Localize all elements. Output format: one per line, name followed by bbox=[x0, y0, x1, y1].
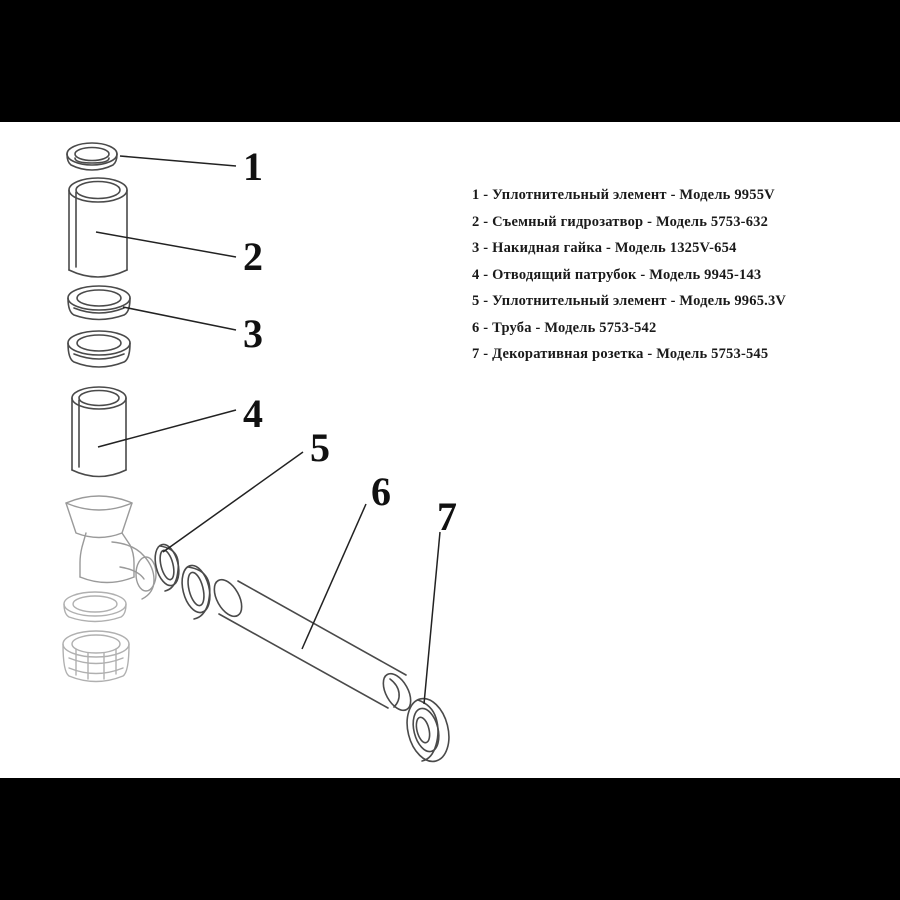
legend-item-3: 3 - Накидная гайка - Модель 1325V-654 bbox=[472, 240, 737, 256]
callout-number-7: 7 bbox=[437, 494, 457, 539]
part-1-seal bbox=[67, 143, 117, 170]
callout-number-3: 3 bbox=[243, 311, 263, 356]
callout-number-5: 5 bbox=[310, 425, 330, 470]
part-3-cap-nut-upper bbox=[68, 286, 130, 320]
leader-line-3 bbox=[123, 307, 236, 330]
parts-legend bbox=[472, 182, 892, 368]
legend-item-7: 7 - Декоративная розетка - Модель 5753-545 bbox=[472, 346, 769, 362]
callout-number-1: 1 bbox=[243, 144, 263, 189]
callout-number-2: 2 bbox=[243, 234, 263, 279]
part-6-pipe bbox=[209, 575, 417, 715]
part-5-seal-b bbox=[178, 563, 215, 619]
leader-line-6 bbox=[302, 504, 366, 649]
leader-line-5 bbox=[163, 452, 303, 552]
diagram-canvas bbox=[0, 122, 900, 778]
legend-item-1: 1 - Уплотнительный элемент - Модель 9955V bbox=[472, 187, 775, 203]
leader-line-4 bbox=[98, 410, 236, 447]
legend-item-2: 2 - Съемный гидрозатвор - Модель 5753-632 bbox=[472, 213, 769, 230]
legend-item-4: 4 - Отводящий патрубок - Модель 9945-143 bbox=[472, 266, 762, 283]
part-7-escutcheon bbox=[401, 694, 455, 766]
legend-item-6: 6 - Труба - Модель 5753-542 bbox=[472, 319, 657, 336]
callout-number-4: 4 bbox=[243, 391, 263, 436]
part-3-cap-nut-lower bbox=[68, 331, 130, 367]
part-2-bottle-trap bbox=[69, 178, 127, 277]
leader-line-7 bbox=[424, 532, 440, 704]
nut-faded bbox=[63, 631, 129, 682]
leader-lines bbox=[96, 156, 440, 704]
part-4-outlet-pipe bbox=[72, 387, 126, 477]
washer-faded bbox=[64, 592, 126, 622]
callout-number-6: 6 bbox=[371, 469, 391, 514]
trap-body-faded bbox=[66, 496, 156, 599]
leader-line-1 bbox=[120, 156, 236, 166]
leader-line-2 bbox=[96, 232, 236, 257]
legend-item-5: 5 - Уплотнительный элемент - Модель 9965.3V bbox=[472, 293, 787, 309]
